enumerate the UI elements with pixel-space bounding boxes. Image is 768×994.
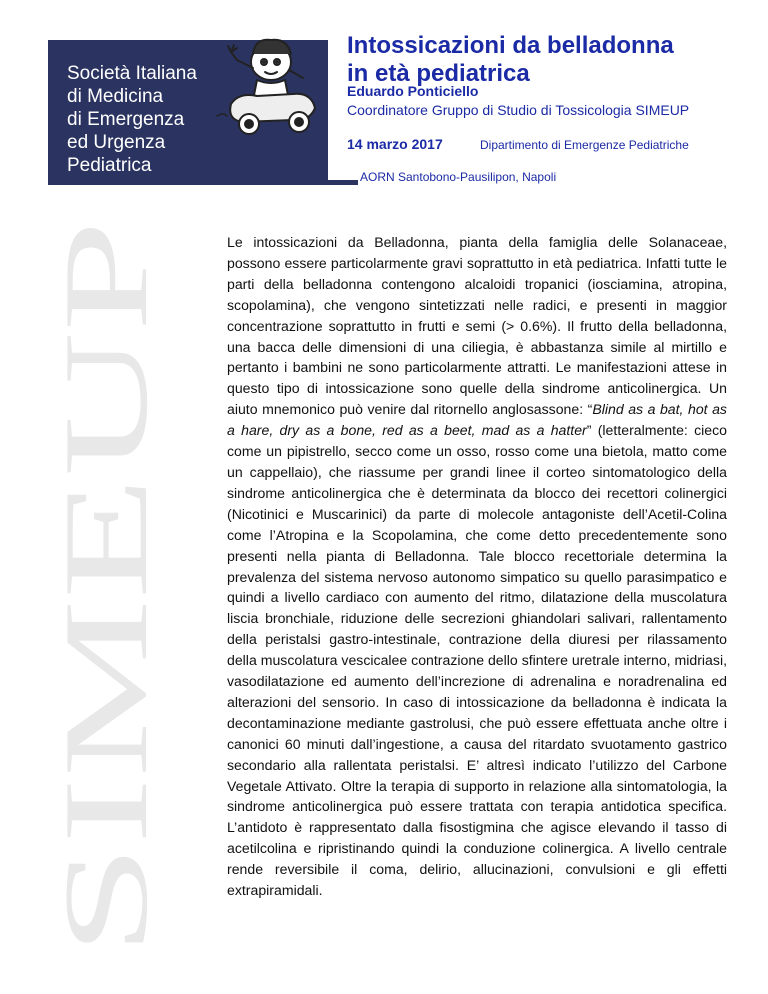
- department: Dipartimento di Emergenze Pediatriche: [480, 138, 689, 152]
- body-text-part-1: Le intossicazioni da Belladonna, pianta della famiglia delle Solanaceae, possono essere particolarmente gravi soprattutto in età pediatrica. Infatti tutte le parti della belladonna contengono alcaloidi tropanici (iosciamina, atropina, scopolamina), che vengono sintetizzati nelle radici, e presenti in maggior concentrazione soprattutto in frutti e semi (> 0.6%). Il frutto della belladonna, una bacca delle dimensioni di una ciliegia, è abbastanza simile al mirtillo e pertanto i bambini ne sono particolarmente attratti. Le manifestazioni attese in questo tipo di intossicazione sono quelle della sindrome anticolinergica. Un aiuto mnemonico può venire dal ritornello anglosassone: “: [227, 234, 727, 418]
- mascot-doctor-car-icon: [209, 20, 329, 142]
- title-line-2: in età pediatrica: [347, 60, 530, 87]
- hospital: AORN Santobono-Pausilipon, Napoli: [360, 170, 557, 184]
- publication-date: 14 marzo 2017: [347, 136, 443, 152]
- body-text-part-2: ” (letteralmente: cieco come un pipistrello, secco come un osso, rosso come una bietola, matto come un cappellaio), che riassume per grandi linee il corteo sintomatologico della sindrome anticolinergica che è determinata da blocco dei recettori colinergici (Nicotinici e Muscarinici) da parte di molecole antagoniste dell’Acetil-Colina come l’Atropina e la Scopolamina, che come detto precedentemente sono presenti nella pianta di Belladonna. Tale blocco recettoriale determina la prevalenza del sistema nervoso autonomo simpatico su quello parasimpatico e quindi a livello cardiaco con aumento del ritmo, dilatazione della muscolatura liscia bronchiale, riduzione delle secrezioni ghiandolari salivari, rallentamento della peristalsi gastro-intestinale, contrazione della diuresi per rilassamento della muscolatura vescicalee contrazione dello sfintere uretrale interno, midriasi, vasodilatazione ed aumento dell’increzione di adrenalina e noradrenalina ed alterazioni del sensorio. In caso di intossicazione da belladonna è indicata la decontaminazione mediante gastrolusi, che può essere effettuata anche oltre i canonici 60 minuti dall’ingestione, a causa del ritardato svuotamento gastrico secondario alla rallentata peristalsi. E’ altresì indicato l’utilizzo del Carbone Vegetale Attivato. Oltre la terapia di supporto in relazione alla sintomatologia, la sindrome anticolinergica può essere trattata con terapia antidotica specifica. L’antidoto è rappresentato dalla fisostigmina che agisce elevando il tasso di acetilcolina e ripristinando quindi la conduzione colinergica. A livello centrale rende reversibile il coma, delirio, allucinazioni, convulsioni e gli effetti extrapiramidali.: [227, 422, 727, 899]
- author-role: Coordinatore Gruppo di Studio di Tossicologia SIMEUP: [347, 102, 690, 118]
- logo-line-5: Pediatrica: [67, 155, 152, 176]
- logo-line-3: di Emergenza: [67, 109, 185, 130]
- simeup-vertical-watermark: [39, 218, 172, 958]
- article-body: [227, 232, 727, 901]
- logo-line-2: di Medicina: [67, 86, 164, 107]
- logo-line-4: ed Urgenza: [67, 132, 166, 153]
- body-text-mnemonic: Blind as a bat, hot as a hare, dry as a bone, red as a beet, mad as a hatter: [227, 401, 727, 439]
- title-line-1: Intossicazioni da belladonna: [347, 32, 674, 59]
- vertical-watermark-text: SIMEUP: [39, 515, 172, 956]
- logo-underline: [48, 180, 358, 185]
- author-name: Eduardo Ponticiello: [347, 83, 479, 99]
- logo-line-1: Società Italiana: [67, 63, 197, 84]
